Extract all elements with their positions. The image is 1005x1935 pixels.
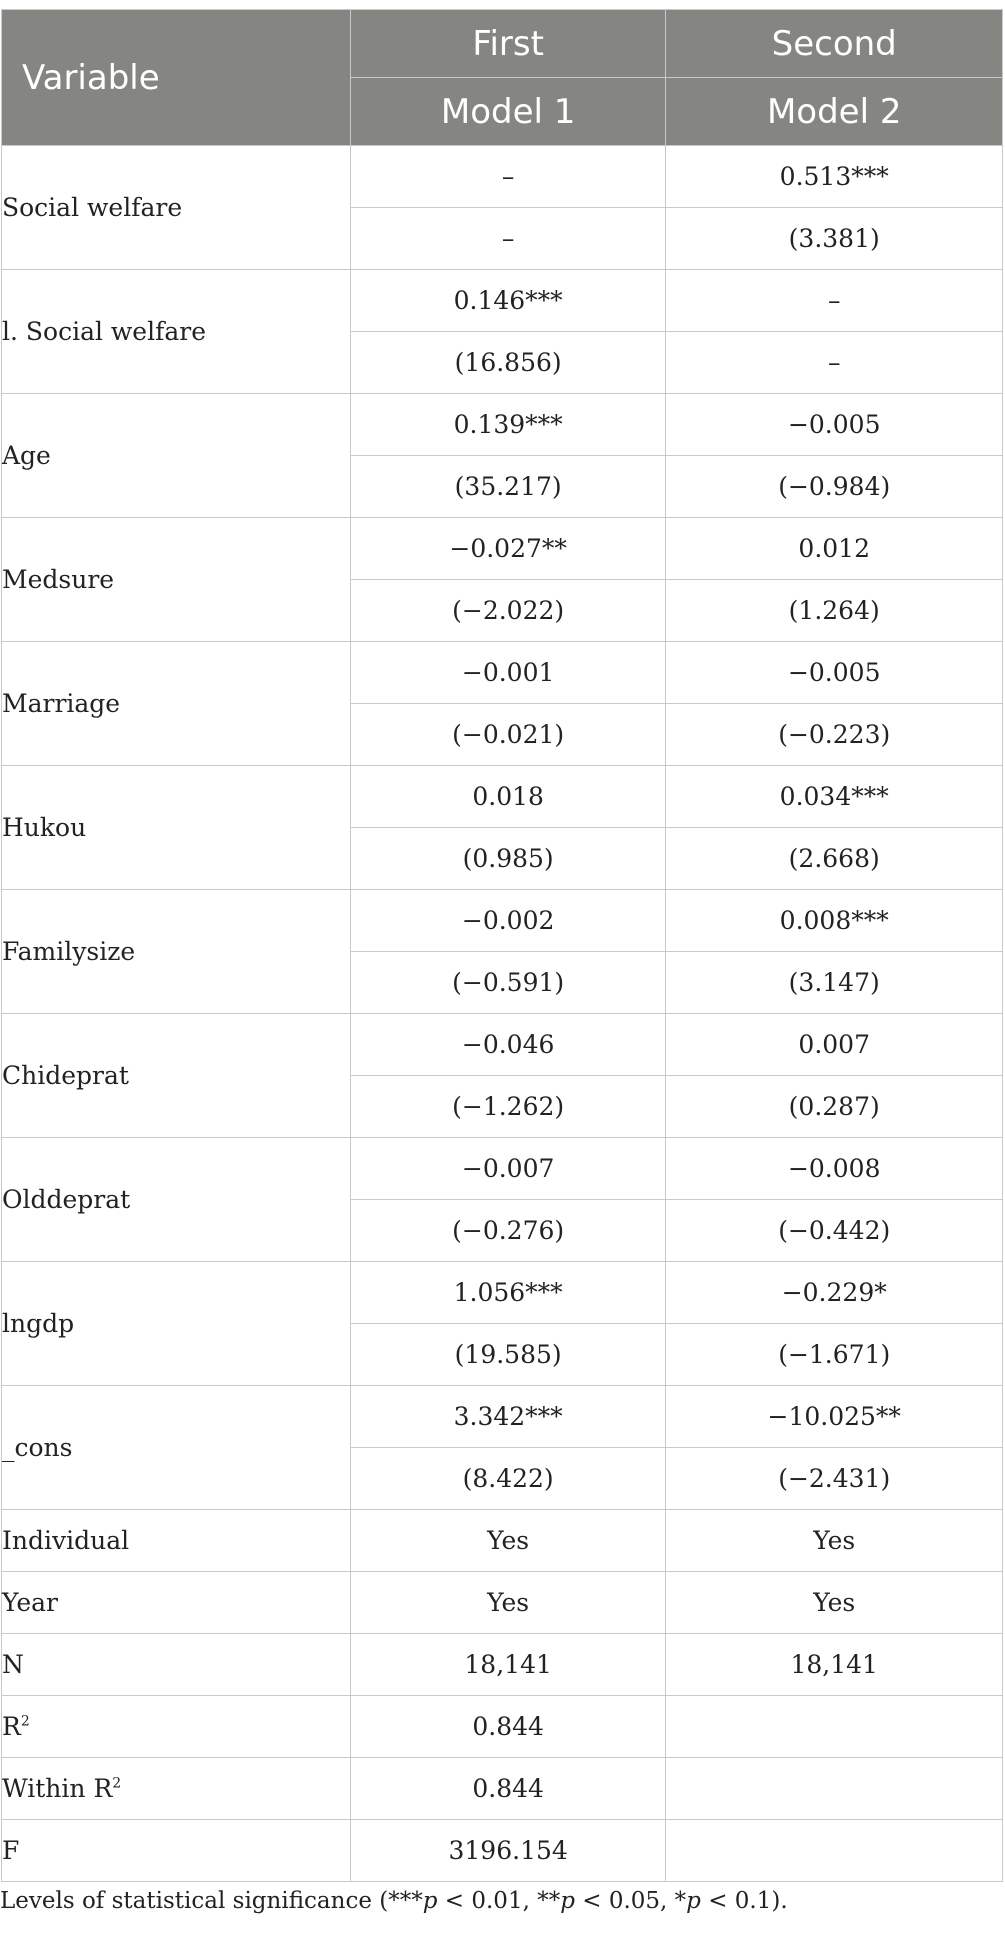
table-row xyxy=(2,1262,1003,1324)
r2-label-sup: 2 xyxy=(20,1713,30,1730)
coef-model-2: −0.008 xyxy=(666,1138,1003,1200)
coef-model-2: 0.034*** xyxy=(666,766,1003,828)
footnote-p-1: p xyxy=(422,1888,438,1914)
table-row xyxy=(2,1510,1003,1572)
row-label: Marriage xyxy=(2,642,351,766)
coef-model-1: −0.007 xyxy=(350,1138,666,1200)
value-model-1: 0.844 xyxy=(350,1758,666,1820)
value-model-1: 0.844 xyxy=(350,1696,666,1758)
footnote-p-2: p xyxy=(560,1888,575,1914)
row-label: Olddeprat xyxy=(2,1138,351,1262)
value-model-2: 18,141 xyxy=(666,1634,1003,1696)
table-row xyxy=(2,1758,1003,1820)
tstat-model-2: (0.287) xyxy=(666,1076,1003,1138)
coef-model-1: 0.018 xyxy=(350,766,666,828)
footnote-p-3: p xyxy=(686,1888,701,1914)
table-row xyxy=(2,270,1003,332)
coef-model-1: – xyxy=(350,146,666,208)
tstat-model-2: (3.147) xyxy=(666,952,1003,1014)
tstat-model-1: (16.856) xyxy=(350,332,666,394)
tstat-model-2: (−2.431) xyxy=(666,1448,1003,1510)
tstat-model-2: (3.381) xyxy=(666,208,1003,270)
value-model-2 xyxy=(666,1758,1003,1820)
table-row xyxy=(2,766,1003,828)
table-row xyxy=(2,642,1003,704)
table-row xyxy=(2,1696,1003,1758)
value-model-1: 18,141 xyxy=(350,1634,666,1696)
coef-model-2: 0.008*** xyxy=(666,890,1003,952)
row-label-within-r2 xyxy=(2,1758,351,1820)
value-model-1: Yes xyxy=(350,1510,666,1572)
table-row xyxy=(2,146,1003,208)
row-label: l. Social welfare xyxy=(2,270,351,394)
tstat-model-1: (19.585) xyxy=(350,1324,666,1386)
row-label: lngdp xyxy=(2,1262,351,1386)
header-variable: Variable xyxy=(2,10,351,146)
tstat-model-1: (−0.276) xyxy=(350,1200,666,1262)
coef-model-2: 0.007 xyxy=(666,1014,1003,1076)
coef-model-2: −0.005 xyxy=(666,642,1003,704)
table-row xyxy=(2,890,1003,952)
tstat-model-2: (−0.442) xyxy=(666,1200,1003,1262)
coef-model-1: 1.056*** xyxy=(350,1262,666,1324)
value-model-2 xyxy=(666,1696,1003,1758)
table-row xyxy=(2,394,1003,456)
value-model-2: Yes xyxy=(666,1572,1003,1634)
tstat-model-2: (2.668) xyxy=(666,828,1003,890)
table-row xyxy=(2,1386,1003,1448)
footnote-thr-2: < 0.05, * xyxy=(574,1888,687,1914)
coef-model-2: – xyxy=(666,270,1003,332)
header-model-2: Model 2 xyxy=(666,78,1003,146)
tstat-model-2: (−1.671) xyxy=(666,1324,1003,1386)
coef-model-1: −0.027** xyxy=(350,518,666,580)
tstat-model-2: – xyxy=(666,332,1003,394)
table-row xyxy=(2,518,1003,580)
value-model-2 xyxy=(666,1820,1003,1882)
row-label: F xyxy=(2,1820,351,1882)
coef-model-2: −10.025** xyxy=(666,1386,1003,1448)
tstat-model-1: (8.422) xyxy=(350,1448,666,1510)
row-label: Chideprat xyxy=(2,1014,351,1138)
coef-model-2: 0.513*** xyxy=(666,146,1003,208)
tstat-model-2: (1.264) xyxy=(666,580,1003,642)
header-first: First xyxy=(350,10,666,78)
footnote-prefix: Levels of statistical significance ( xyxy=(0,1888,389,1914)
row-label: Age xyxy=(2,394,351,518)
footnote-thr-1: < 0.01, ** xyxy=(437,1888,561,1914)
table-row xyxy=(2,1014,1003,1076)
row-label: Social welfare xyxy=(2,146,351,270)
row-label: _cons xyxy=(2,1386,351,1510)
table-footnote xyxy=(0,1888,788,1914)
within-r2-label-main: Within R xyxy=(2,1774,113,1803)
coef-model-2: 0.012 xyxy=(666,518,1003,580)
tstat-model-2: (−0.223) xyxy=(666,704,1003,766)
within-r2-label-sup: 2 xyxy=(112,1775,122,1792)
coef-model-1: 3.342*** xyxy=(350,1386,666,1448)
coef-model-1: −0.002 xyxy=(350,890,666,952)
row-label: Familysize xyxy=(2,890,351,1014)
row-label: Hukou xyxy=(2,766,351,890)
row-label: Individual xyxy=(2,1510,351,1572)
footnote-thr-3: < 0.1). xyxy=(700,1888,788,1914)
row-label: N xyxy=(2,1634,351,1696)
table-row xyxy=(2,1572,1003,1634)
tstat-model-1: (0.985) xyxy=(350,828,666,890)
r2-label-main: R xyxy=(2,1712,21,1741)
table-row xyxy=(2,1138,1003,1200)
coef-model-1: 0.146*** xyxy=(350,270,666,332)
tstat-model-2: (−0.984) xyxy=(666,456,1003,518)
value-model-1: Yes xyxy=(350,1572,666,1634)
coef-model-2: −0.005 xyxy=(666,394,1003,456)
tstat-model-1: (−0.591) xyxy=(350,952,666,1014)
coef-model-1: 0.139*** xyxy=(350,394,666,456)
tstat-model-1: (35.217) xyxy=(350,456,666,518)
coef-model-1: −0.001 xyxy=(350,642,666,704)
coef-model-2: −0.229* xyxy=(666,1262,1003,1324)
row-label: Year xyxy=(2,1572,351,1634)
regression-table xyxy=(1,9,1003,1882)
table-row xyxy=(2,1820,1003,1882)
footnote-stars-1: *** xyxy=(388,1888,423,1914)
row-label-r2 xyxy=(2,1696,351,1758)
value-model-2: Yes xyxy=(666,1510,1003,1572)
header-second: Second xyxy=(666,10,1003,78)
tstat-model-1: (−0.021) xyxy=(350,704,666,766)
tstat-model-1: (−2.022) xyxy=(350,580,666,642)
coef-model-1: −0.046 xyxy=(350,1014,666,1076)
value-model-1: 3196.154 xyxy=(350,1820,666,1882)
header-model-1: Model 1 xyxy=(350,78,666,146)
tstat-model-1: – xyxy=(350,208,666,270)
table-row xyxy=(2,1634,1003,1696)
row-label: Medsure xyxy=(2,518,351,642)
tstat-model-1: (−1.262) xyxy=(350,1076,666,1138)
